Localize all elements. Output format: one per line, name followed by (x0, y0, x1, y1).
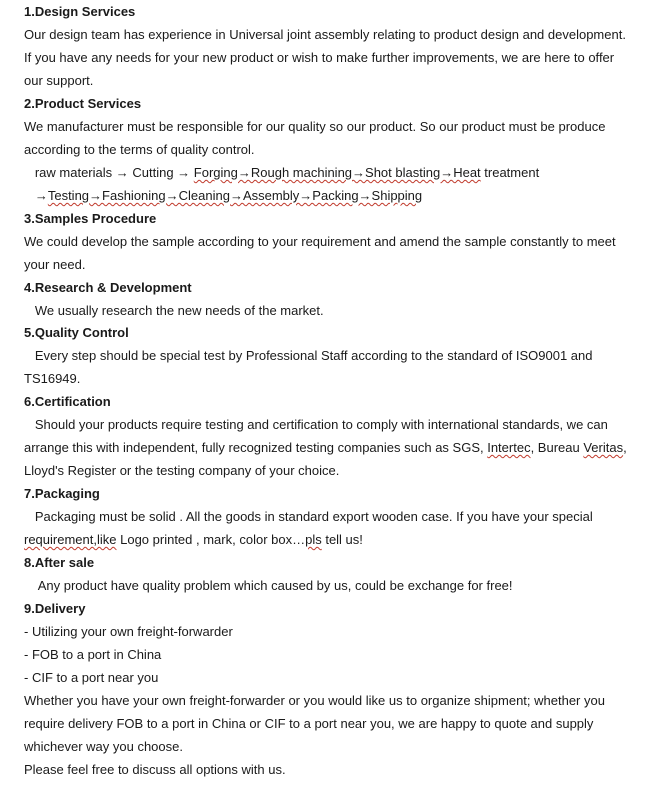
heading-delivery: 9.Delivery (24, 601, 86, 616)
paragraph-line: our support. (24, 73, 94, 88)
heading-certification: 6.Certification (24, 394, 111, 409)
heading-samples-procedure: 3.Samples Procedure (24, 211, 157, 226)
process-line (24, 161, 539, 184)
paragraph-line: Please feel free to discuss all options with us. (24, 762, 286, 777)
paragraph-line (24, 528, 363, 551)
process-arrow: → (24, 188, 48, 203)
paragraph-line: require delivery FOB to a port in China or CIF to a port near you, we are happy to quote and supply (24, 716, 594, 731)
pack-text-requirement: requirement,like (24, 532, 117, 547)
paragraph-line: Every step should be special test by Professional Staff according to the standard of ISO9001 and (24, 348, 593, 363)
paragraph-line: your need. (24, 257, 86, 272)
paragraph-line (24, 436, 627, 459)
paragraph-line: We usually research the new needs of the market. (24, 303, 324, 318)
paragraph-line: Any product have quality problem which caused by us, could be exchange for free! (24, 578, 513, 593)
pack-text: tell us! (321, 532, 363, 547)
list-item: - CIF to a port near you (24, 670, 159, 685)
paragraph-line: Packaging must be solid . All the goods in standard export wooden case. If you have your special (24, 509, 593, 524)
heading-product-services: 2.Product Services (24, 96, 142, 111)
paragraph-line: Should your products require testing and certification to comply with international standards, we can (24, 417, 608, 432)
list-item: - FOB to a port in China (24, 647, 162, 662)
paragraph-line: Our design team has experience in Universal joint assembly relating to product design and development. (24, 27, 626, 42)
paragraph-line: according to the terms of quality control. (24, 142, 255, 157)
cert-company-intertec: Intertec (487, 440, 531, 455)
pack-text: Logo printed , mark, color box… (116, 532, 306, 547)
heading-packaging: 7.Packaging (24, 486, 100, 501)
paragraph-line: If you have any needs for your new product or wish to make further improvements, we are here to offer (24, 50, 615, 65)
cert-company-veritas: Veritas (583, 440, 624, 455)
list-item: - Utilizing your own freight-forwarder (24, 624, 233, 639)
cert-text: , (623, 440, 627, 455)
pack-text-pls: pls (305, 532, 322, 547)
paragraph-line: whichever way you choose. (24, 739, 183, 754)
process-steps-text: Testing→Fashioning→Cleaning→Assembly→Packing→Shipping (47, 188, 423, 203)
paragraph-line: TS16949. (24, 371, 81, 386)
heading-research-development: 4.Research & Development (24, 280, 192, 295)
process-line (24, 184, 422, 207)
paragraph-line: We could develop the sample according to your requirement and amend the sample constantly to meet (24, 234, 616, 249)
heading-design-services: 1.Design Services (24, 4, 136, 19)
paragraph-line: We manufacturer must be responsible for our quality so our product. So our product must be produce (24, 119, 606, 134)
heading-after-sale: 8.After sale (24, 555, 95, 570)
process-steps-text: Forging→Rough machining→Shot blasting→Heat (193, 165, 481, 180)
paragraph-line: Whether you have your own freight-forwarder or you would like us to organize shipment; whether you (24, 693, 605, 708)
cert-text: arrange this with independent, fully recognized testing companies such as SGS, (24, 440, 488, 455)
paragraph-line: Lloyd's Register or the testing company of your choice. (24, 463, 340, 478)
process-text: treatment (480, 165, 540, 180)
process-text: raw materials → Cutting → (24, 165, 194, 180)
heading-quality-control: 5.Quality Control (24, 325, 129, 340)
cert-text: , Bureau (530, 440, 584, 455)
